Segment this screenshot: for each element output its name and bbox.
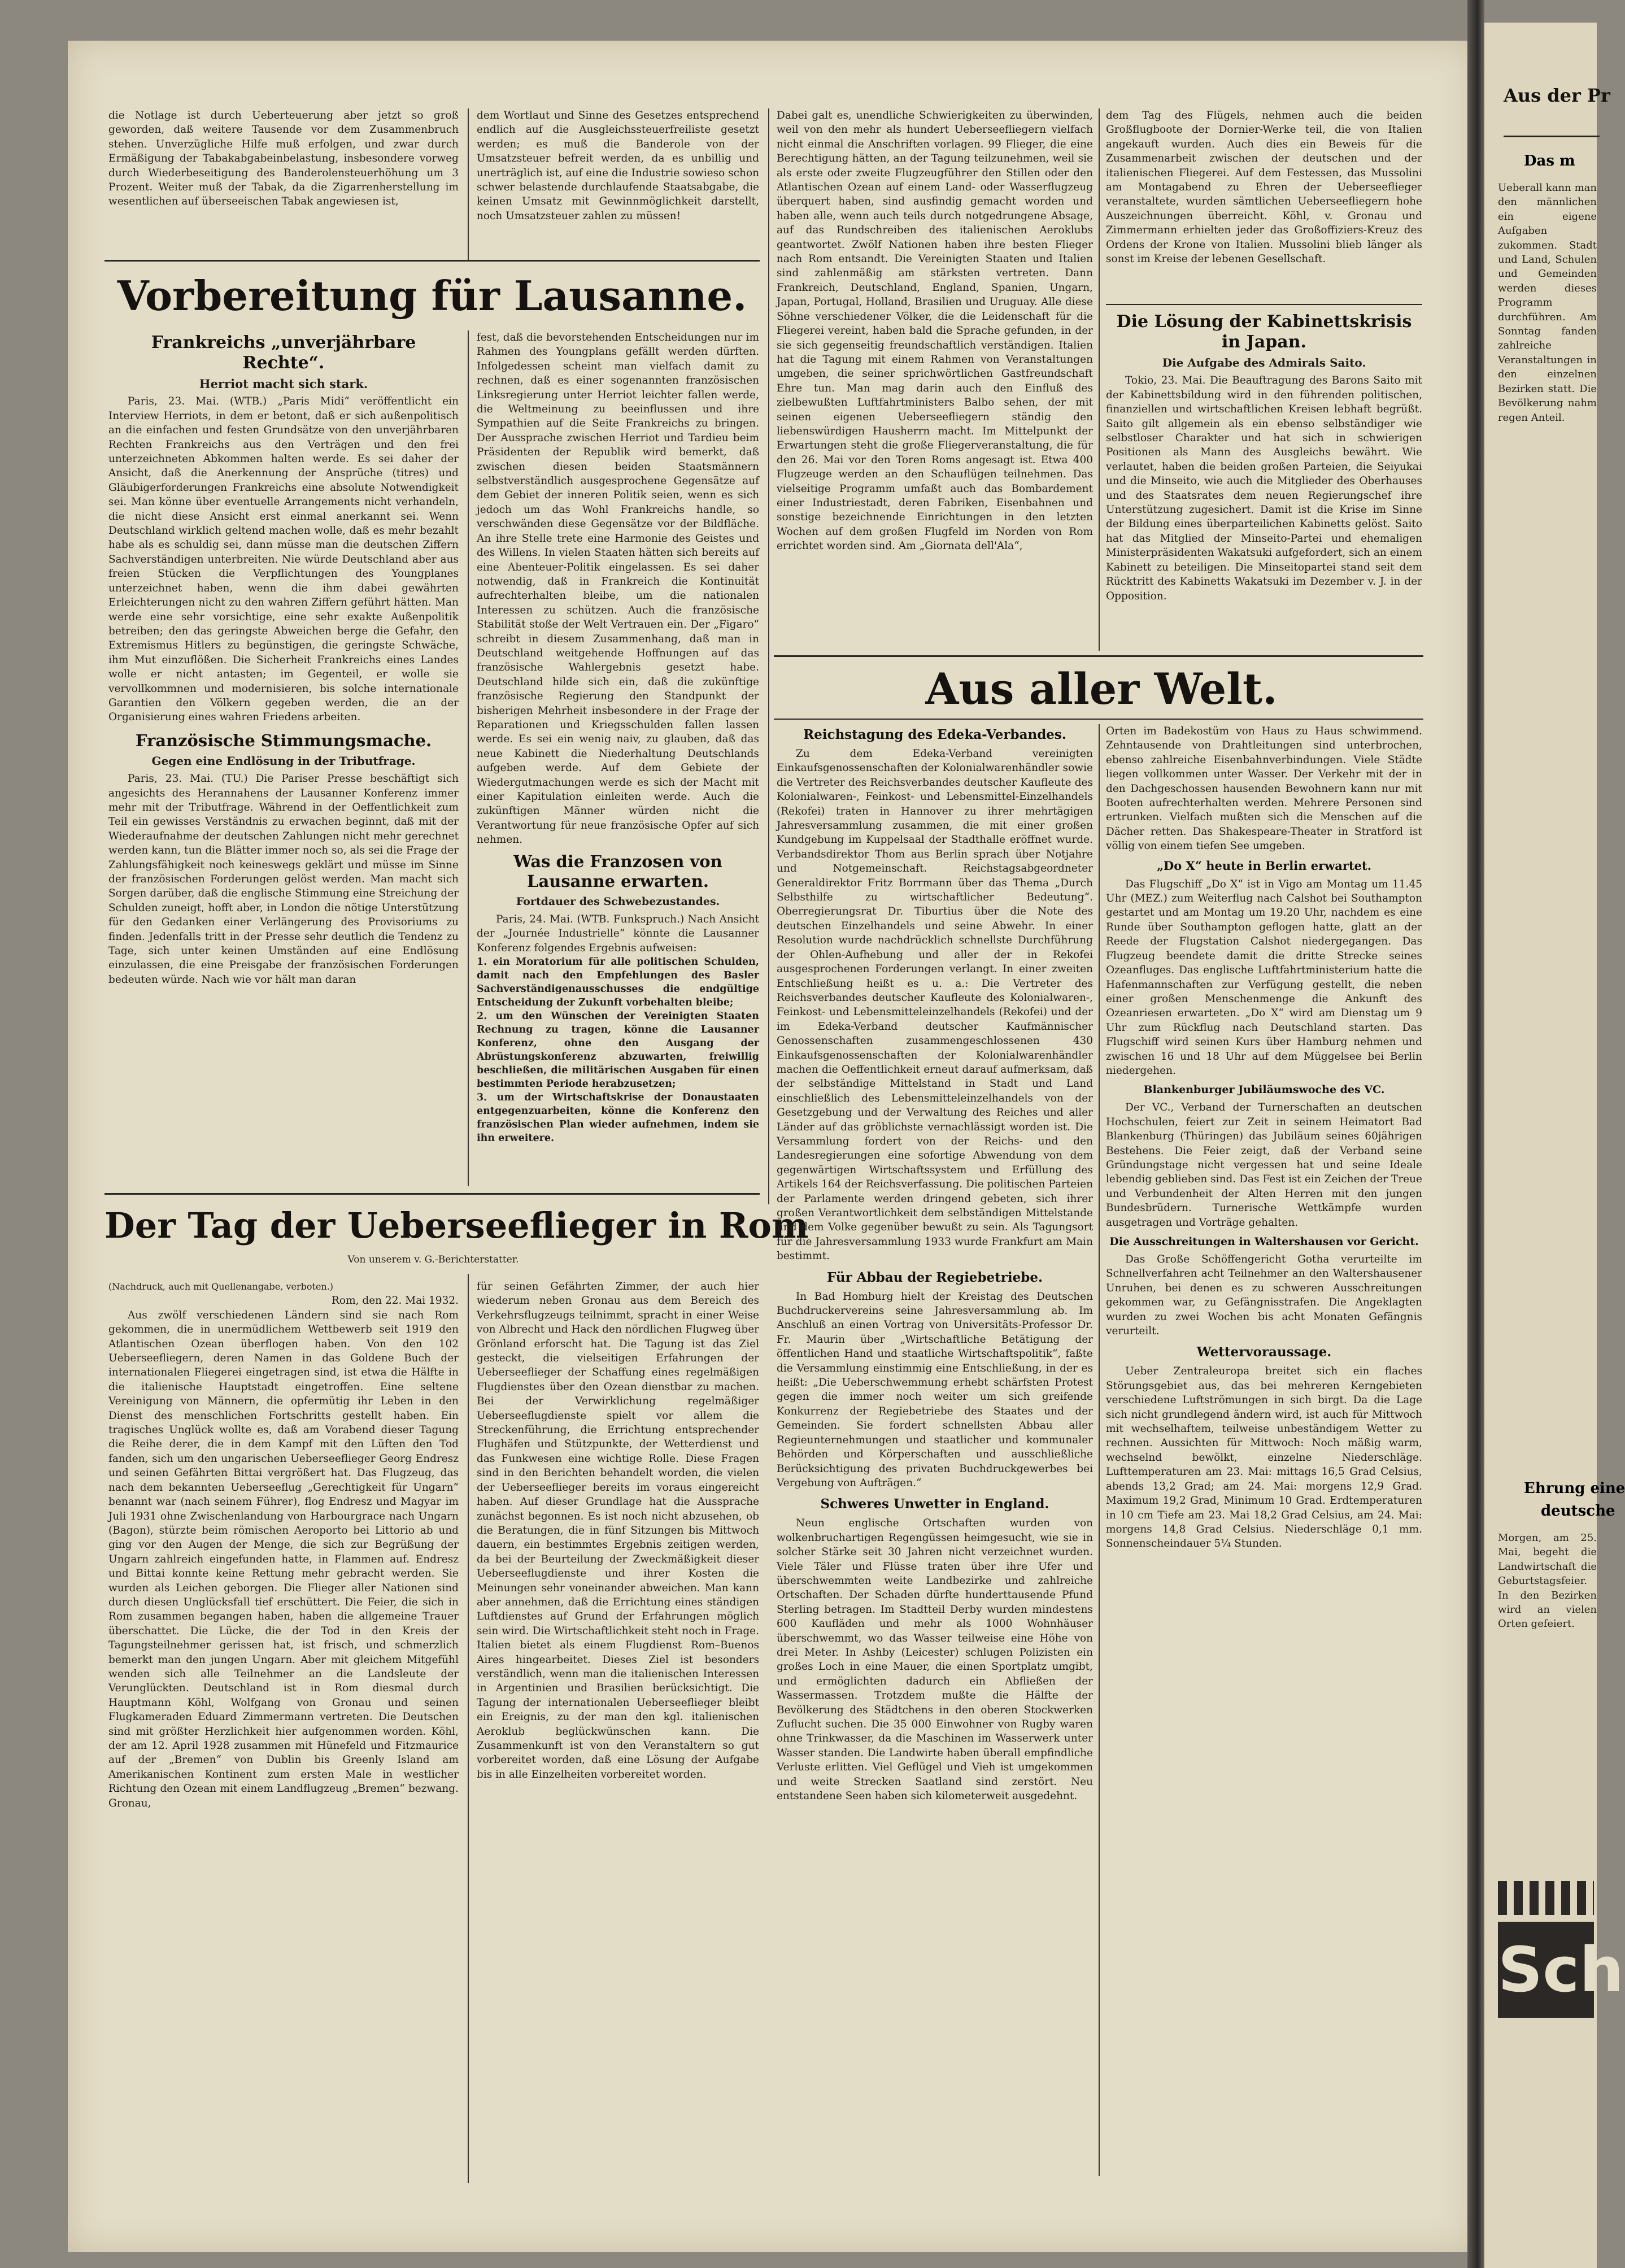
section-rule [774, 655, 1423, 657]
subheadline: Wettervoraussage. [1196, 1344, 1332, 1360]
subheadline: Reichstagung des Edeka-Verbandes. [803, 727, 1066, 742]
page-gutter [1467, 0, 1484, 2268]
subheadline: „Do X“ heute in Berlin erwartet. [1156, 858, 1372, 873]
column-rule [468, 1274, 469, 2183]
section-rule [104, 260, 760, 262]
article-text: Paris, 23. Mai. (TU.) Die Pariser Presse beschäftigt sich angesichts des Herannahens der Lausanner Konferenz immer mehr mit der Tributfrage. Während in der Oeffentlichkeit zum Teil ein gewisses Verständnis zu erwachen beginnt, daß mit der Wiederaufnahme der deutschen Zahlungen nicht mehr gerechnet werden kann, tun die Blätter immer noch so, als sei die Frage der Zahlungsfähigkeit noch keineswegs geklärt und müsse im Sinne der französischen Forderungen gelöst werden. Man macht sich Sorgen darüber, daß die englische Stimmung eine Streichung der Schulden zuneigt, hofft aber, in London die nötige Unterstützung für den Gedanken einer Verlängerung des Provisoriums zu finden. Jedenfalls tritt in der Presse sehr deutlich die Tendenz zu Tage, sich unter keinen Umständen auf eine Endlösung einzulassen, die eine Preisgabe der französischen Forderungen bedeuten würde. Nach wie vor hält man daran [108, 773, 459, 986]
headline-aus-aller-welt: Aus aller Welt. [925, 664, 1278, 714]
next-page-text: Morgen, am 25. Mai, begeht die Landwirtschaft die Geburtstagsfeier. In den Bezirken wird an vielen Orten gefeiert. [1498, 1532, 1597, 1630]
flieger-column-a [108, 1279, 459, 2183]
subheadline: Die Lösung der Kabinettskrisis in Japan. [1116, 312, 1412, 352]
column-rule [1099, 108, 1100, 651]
list-item: 3. um der Wirtschaftskrise der Donaustaaten entgegenzuarbeiten, könne die Konferenz den französischen Plan wieder aufnehmen, indem sie ihn erweitere. [477, 1092, 759, 1144]
headline-lausanne: Vorbereitung für Lausanne. [117, 272, 747, 320]
article-text: Paris, 24. Mai. (WTB. Funkspruch.) Nach Ansicht der „Journée Industrielle“ könnte die Lausanner Konferenz folgendes Ergebnis aufweisen: [477, 913, 759, 954]
lausanne-column-b [477, 330, 759, 1186]
subheadline-dek: Herriot macht sich stark. [199, 377, 368, 391]
flieger-continuation-col-d [1106, 108, 1422, 306]
section-rule [1106, 304, 1422, 305]
article-continuation-col-b: dem Wortlaut und Sinne des Gesetzes entsprechend endlich auf die Ausgleichssteuerfreiliste gesetzt werden; es muß die Banderole von der Umsatzsteuer befreit werden, da es unbillig und unerträglich ist, auf eine die Industrie sowieso schon schwer belastende durchlaufende Staatsabgabe, die keinen Umsatz mit Gewinnmöglichkeit darstellt, noch Umsatzsteuer zahlen zu müssen! [477, 110, 759, 222]
japan-article [1106, 310, 1422, 648]
flieger-continuation-col-c [777, 108, 1093, 651]
section-rule [774, 719, 1423, 720]
subheadline: Frankreichs „unverjährbare Rechte“. [151, 333, 416, 373]
advertisement-block: Sch [1498, 1922, 1594, 2018]
article-text: In Bad Homburg hielt der Kreistag des Deutschen Buchdruckervereins seine Jahresversammlung ab. Im Anschluß an einen Vortrag von Universitäts-Professor Dr. Fr. Maurin über „Wirtschaftliche Betätigung der öffentlichen Hand und staatliche Wirtschaftspolitik“, faßte die Versammlung einstimmig eine Entschließung, in der es heißt: „Die Ueberschwemmung erhebt schärfsten Protest gegen die immer noch weiter um sich greifende Konkurrenz der Regiebetriebe des Staates und der Gemeinden. Sie fordert schnellsten Abbau aller Regieunternehmungen und staatlicher und kommunaler Behörden und Körperschaften und ausschließliche Berücksichtigung des privaten Buchdruckgewerbes bei Vergebung von Aufträgen.“ [777, 1290, 1093, 1489]
article-text: Der VC., Verband der Turnerschaften an deutschen Hochschulen, feiert zur Zeit in seinem Heimatort Bad Blankenburg (Thüringen) das Jubiläum seines 60jährigen Bestehens. Die Feier zeigt, daß der Verband seine Gründungstage nicht vergessen hat und seine Ideale lebendig geblieben sind. Das Fest ist ein Zeichen der Treue und Verbundenheit der Alten Herren mit den jungen Bundesbrüdern. Turnerische Wettkämpfe wurden ausgetragen und Vorträge gehalten. [1106, 1102, 1422, 1229]
subheadline: Für Abbau der Regiebetriebe. [826, 1269, 1043, 1285]
byline: Von unserem v. G.-Berichterstatter. [347, 1254, 519, 1265]
column-rule [1099, 724, 1100, 2176]
subheadline-dek: Gegen eine Endlösung in der Tributfrage. [151, 754, 416, 768]
headline-flieger: Der Tag der Ueberseeflieger in Rom [104, 1205, 809, 1246]
article-text: für seinen Gefährten Zimmer, der auch hier wiederum neben Gronau aus dem Bereich des Verkehrsflugzeugs teilnimmt, spracht in einer Weise von Albrecht und Hack den nördlichen Flugweg über Grönland erforscht hat. Die Tagung ist das Ziel gesteckt, die vielseitigen Erfahrungen der Ueberseeflieger der Schaffung eines regelmäßigen Flugdienstes über den Ozean dienstbar zu machen. Bei der Verwirklichung regelmäßiger Ueberseeflugdienste spielt vor allem die Streckenführung, die Errichtung entsprechender Flughäfen und Stützpunkte, der Wetterdienst und das Funkwesen eine wichtige Rolle. Diese Fragen sind in den Berichten behandelt worden, die vielen der Ueberseeflieger bereits im voraus eingereicht haben. Auf dieser Grundlage hat die Aussprache zunächst begonnen. Es ist noch nicht abzusehen, ob die Beratungen, die in fünf Sitzungen bis Mittwoch dauern, ein bestimmtes Ergebnis zeitigen werden, da bei der Beurteilung der Zweckmäßigkeit dieser Ueberseeflugdienste und ihrer Kosten die Meinungen sehr voneinander abweichen. Man kann aber annehmen, daß die Errichtung eines ständigen Luftdienstes auf Grund der Erfahrungen möglich sein wird. Die Wirtschaftlichkeit steht noch in Frage. Italien bietet als einem Flugdienst Rom–Buenos Aires hingearbeitet. Dieses Ziel ist besonders verständlich, wenn man die italienischen Interessen in Argentinien und Brasilien berücksichtigt. Die Tagung der internationalen Ueberseeflieger bleibt ein Ereignis, zu der man den kgl. italienischen Aeroklub beglückwünschen kann. Die Zusammenkunft ist von den Veranstaltern so gut vorbereitet worden, daß eine Lösung der Aufgabe bis in alle Einzelheiten vorbereitet worden. [477, 1281, 759, 1781]
next-page-subheadline: deutsche [1541, 1503, 1615, 1520]
column-rule [468, 108, 469, 261]
subheadline: Die Ausschreitungen in Waltershausen vor Gericht. [1109, 1235, 1419, 1248]
advertisement-stripe [1498, 1881, 1594, 1915]
next-page-headline: Aus der Pr [1504, 85, 1610, 106]
article-text: Paris, 23. Mai. (WTB.) „Paris Midi“ veröffentlicht ein Interview Herriots, in dem er betont, daß er sich außenpolitisch an die einfachen und festen Grundsätze von den unverjährbaren Rechten Frankreichs aus den Verträgen und den frei unterzeichneten Abkommen halten werde. Es sei daher der Ansicht, daß die Anerkennung der Ansprüche (titres) und Gläubigerforderungen Frankreichs eine absolute Notwendigkeit sei. Man könne über eventuelle Arrangements nicht verhandeln, die nicht diese Ansicht erst einmal anerkannt sei. Wenn Deutschland wirklich geltend machen wolle, daß es mehr bezahlt habe als es schuldig sei, dann müsse man die deutschen Ziffern Sachverständigen unterbreiten. Nie würde Deutschland aber aus freien Stücken die Verpflichtungen des Youngplanes unterzeichnet haben, wenn die ihm dabei gewährten Erleichterungen nicht zu den wahren Ziffern geführt hätten. Man werde eine sehr vorsichtige, eine sehr exakte Außenpolitik betreiben; den das geringste Abweichen berge die Gefahr, den Extremismus Hitlers zu begünstigen, die geringste Schwäche, ihm Mut einzuflößen. Die Sicherheit Frankreichs eines Landes wolle er nicht antasten; im Gegenteil, er wolle sie vervollkommnen und modernisieren, bis solche internationale Garantien den Völkern gegeben werden, die an der Organisierung eines wahren Friedens arbeiten. [108, 395, 459, 724]
column-rule [468, 330, 469, 1186]
next-page-subheadline: Das m [1524, 153, 1575, 169]
article-text: Orten im Badekostüm von Haus zu Haus schwimmend. Zehntausende von Drahtleitungen sind unterbrochen, ebenso zahlreiche Eisenbahnverbindungen. Viele Städte liegen vollkommen unter Wasser. Der Verkehr mit der in den Dachgeschossen hausenden Bewohnern kann nur mit Booten aufrechterhalten werden. Mehrere Personen sind ertrunken. Vielfach mußten sich die Menschen auf die Dächer retten. Das Shakespeare-Theater in Stratford ist völlig von einem tiefen See umgeben. [1106, 725, 1422, 852]
lausanne-column-a [108, 330, 459, 1186]
next-page-text: Ueberall kann man den männlichen ein eigene Aufgaben zukommen. Stadt und Land, Schulen und Gemeinden werden dieses Programm durchführen. Am Sonntag fanden zahlreiche Veranstaltungen in den einzelnen Bezirken statt. Die Bevölkerung nahm regen Anteil. [1498, 182, 1597, 424]
article-text: Tokio, 23. Mai. Die Beauftragung des Barons Saito mit der Kabinettsbildung wird in den führenden politischen, finanziellen und wirtschaftlichen Kreisen lebhaft begrüßt. Saito gilt allgemein als ein ebenso selbständiger wie selbstloser Charakter und hat sich in schwierigen Positionen als Mann des Ausgleichs bewährt. Wie verlautet, haben die beiden großen Parteien, die Seiyukai und die Minseito, wie auch die Mitglieder des Oberhauses und des Staatsrates dem neuen Regierungschef ihre Unterstützung zugesichert. Damit ist die Krise im Sinne der Bildung eines überparteilichen Kabinetts gelöst. Saito hat das Mitglied der Minseito-Partei und ehemaligen Ministerpräsidenten Wakatsuki aufgefordert, sich an einem Kabinett zu beteiligen. Die Minseitopartei stand seit dem Rücktritt des Kabinetts Wakatsuki im Dezember v. J. in der Opposition. [1106, 375, 1422, 602]
aus-aller-welt-column-c [777, 724, 1093, 2170]
article-text: Zu dem Edeka-Verband vereinigten Einkaufsgenossenschaften der Kolonialwarenhändler sowie die Vertreter des Reichsverbandes deutscher Kaufleute des Kolonialwaren-, Feinkost- und Lebensmittel-Einzelhandels (Rekofei) traten in Hannover zu ihrer mehrtägigen Jahresversammlung zusammen, die mit einer großen Kundgebung im Kuppelsaal der Stadthalle eröffnet wurde. Verbandsdirektor Thom aus Berlin sprach über Notjahre und Notgemeinschaft. Reichstagsabgeordneter Generaldirektor Fritz Borrmann über das Thema „Durch Selbsthilfe zu wirtschaftlicher Bedeutung“. Oberregierungsrat Dr. Tiburtius über die Note des deutschen Einzelhandels und seine Abwehr. In einer Resolution wurde nachdrücklich schnellste Durchführung der Ohlen-Aufhebung und aller der in Rekofei ausgesprochenen Forderungen verlangt. In einer zweiten Entschließung heißt es u. a.: Die Vertreter des Reichsverbandes deutscher Kaufleute des Kolonialwaren-, Feinkost- und Lebensmitteleinzelhandels (Rekofei) und der im Edeka-Verband deutscher Kaufmännischer Genossenschaften zusammengeschlossenen 430 Einkaufsgenossenschaften der Kolonialwarenhändler machen die Oeffentlichkeit erneut darauf aufmerksam, daß der selbständige Mittelstand in Stadt und Land einschließlich des Lebensmitteleinzelhandels von der Gesetzgebung und der Verwaltung des Reiches und aller Länder auf das gröblichste vernachlässigt worden ist. Die Versammlung fordert von der Reichs- und den Landesregierungen eine sofortige Abwendung von dem gegenwärtigen Wirtschaftssystem und Erfüllung des Artikels 164 der Reichsverfassung. Die politischen Parteien der Parlamente werden dringend gebeten, sich ihrer großen Verantwortlichkeit dem selbständigen Mittelstande und dem Volke gegenüber bewußt zu sein. Als Tagungsort für die Jahresversammlung 1933 wurde Frankfurt am Main bestimmt. [777, 748, 1093, 1263]
article-continuation-col-a: die Notlage ist durch Ueberteuerung aber jetzt so groß geworden, daß weitere Tausende vor dem Zusammenbruch stehen. Unverzügliche Hilfe muß erfolgen, und zwar durch Ermäßigung der Tabakabgabeinbelastung, insbesondere vorweg durch Wiederbeseitigung des Banderolensteuerhöhung um 3 Prozent. Weiter muß der Tabak, da die Zigarrenherstellung im wesentlichen auf überseeischen Tabak angewiesen ist, [108, 110, 459, 208]
article-text: Ueber Zentraleuropa breitet sich ein flaches Störungsgebiet aus, das bei mehreren Kerngebieten verschiedene Luftströmungen in sich birgt. Da die Lage sich nicht grundlegend ändern wird, ist auch für Mittwoch mit wechselhaftem, teilweise unbeständigem Wetter zu rechnen. Aussichten für Mittwoch: Noch mäßig warm, wechselnd bewölkt, einzelne Niederschläge. Lufttemperaturen am 23. Mai: mittags 16,5 Grad Celsius, abends 13,2 Grad; am 24. Mai: morgens 12,9 Grad. Maximum 19,2 Grad, Minimum 10 Grad. Erdtemperaturen in 10 cm Tiefe am 23. Mai 18,2 Grad Celsius, am 24. Mai: morgens 14,8 Grad Celsius. Niederschläge 0,1 mm. Sonnenscheindauer 5¼ Stunden. [1106, 1365, 1422, 1550]
article-text: dem Tag des Flügels, nehmen auch die beiden Großflugboote der Dornier-Werke teil, die von Italien angekauft wurden. Auch dies ein Beweis für die Zusammenarbeit zwischen der deutschen und der italienischen Fliegerei. Auf dem Festessen, das Mussolini am Montagabend zu Ehren der Ueberseeflieger veranstaltete, wurden sämtlichen Ueberseefliegern hohe Auszeichnungen überreicht. Köhl, v. Gronau und Zimmermann erhielten jeder das Großoffiziers-Kreuz des Ordens der Krone von Italien. Mussolini blieb länger als sonst im Kreise der lebenen Gesellschaft. [1106, 110, 1422, 265]
subheadline: Was die Franzosen von Lausanne erwarten. [513, 851, 722, 891]
list-item: 1. ein Moratorium für alle politischen Schulden, damit nach den Empfehlungen des Basler Sachverständigenausschusses die endgültige Entscheidung der Zukunft vorbehalten bleibe; [477, 956, 759, 1009]
flieger-column-b [477, 1279, 759, 2183]
article-text: Das Große Schöffengericht Gotha verurteilte im Schnellverfahren acht Teilnehmer an den Waltershausener Unruhen, bei denen es zu schweren Ausschreitungen gekommen war, zu Gefängnisstrafen. Die Angeklagten wurden zu zwei Wochen bis acht Monaten Gefängnis verurteilt. [1106, 1253, 1422, 1338]
subheadline-dek: Fortdauer des Schwebezustandes. [516, 895, 720, 908]
column-rule [768, 108, 769, 1204]
subheadline: Blankenburger Jubiläumswoche des VC. [1143, 1083, 1385, 1096]
dateline: Rom, den 22. Mai 1932. [332, 1295, 459, 1307]
aus-aller-welt-column-d [1106, 724, 1422, 2176]
subheadline: Französische Stimmungsmache. [135, 730, 432, 750]
article-text: Neun englische Ortschaften wurden von wolkenbruchartigen Regengüssen heimgesucht, wie sie in solcher Stärke seit 30 Jahren nicht verzeichnet wurden. Viele Täler und Flüsse traten über ihre Ufer und überschwemmten weite Landbezirke und zahlreiche Ortschaften. Der Schaden dürfte hunderttausende Pfund Sterling betragen. Im Stadtteil Derby wurden mindestens 600 Kaufläden und mehr als 1000 Wohnhäuser überschwemmt, wo das Wasser teilweise eine Höhe von drei Meter. In Ashby (Leicester) schlugen Polizisten ein großes Loch in eine Mauer, die einen Sportplatz umgibt, und ermöglichten dadurch ein Abfließen der Wassermassen. Trotzdem mußte die Hälfte der Bevölkerung des Städtchens in den oberen Stockwerken Zuflucht suchen. Die 35 000 Einwohner von Rugby waren ohne Trinkwasser, da die Maschinen im Wasserwerk unter Wasser standen. Die Landwirte haben überall empfindliche Verluste erlitten. Viel Geflügel und Vieh ist umgekommen und weite Strecken Saatland sind zerstört. Neu entstandene Seen haben sich kilometerweit ausgedehnt. [777, 1517, 1093, 1803]
article-text: Aus zwölf verschiedenen Ländern sind sie nach Rom gekommen, die in unermüdlichem Wettbewerb seit 1919 den Atlantischen Ozean überflogen haben. Von den 102 Ueberseefliegern, deren Namen in das Goldene Buch der internationalen Fliegerei eingetragen sind, ist etwa die Hälfte in die italienische Hauptstadt eingetroffen. Eine seltene Vereinigung von Männern, die opfermütig ihr Leben in den Dienst des menschlichen Fortschritts gestellt haben. Ein tragisches Unglück wollte es, daß am Vorabend dieser Tagung die Reihe derer, die in dem Kampf mit den Lüften den Tod fanden, sich um den ungarischen Ueberseeflieger Georg Endresz und seinen Gefährten Bittai vergrößert hat. Das Flugzeug, das nach dem bekannten Ueberseeflug „Gerechtigkeit für Ungarn“ benannt war (nach seinem Führer), flog Endresz und Magyar im Juli 1931 ohne Zwischenlandung von Harbourgrace nach Ungarn (Bagon), stürzte beim römischen Aeroporto bei Littorio ab und ging vor den Augen der Menge, die sich zur Begrüßung der Ungarn zahlreich eingefunden hatte, in Flammen auf. Endresz und Bittai konnte keine Rettung mehr gebracht werden. Sie wurden als Leichen geborgen. Die Flieger aller Nationen sind durch diesen Unglücksfall tief erschüttert. Die Feier, die sich in Rom zusammen begangen haben, haben die allgemeine Trauer überschattet. Die Lücke, die der Tod in den Kreis der Tagungsteilnehmer gerissen hat, ist frisch, und schmerzlich bemerkt man den jungen Ungarn. Aber mit gleichem Mitgefühl wenden sich alle Teilnehmer an die Landsleute der Verunglückten. Deutschland ist in Rom diesmal durch Hauptmann Köhl, Wolfgang von Gronau und seinen Flugkameraden Eduard Zimmermann vertreten. Die Deutschen sind mit größter Herzlichkeit hier aufgenommen worden. Köhl, der am 12. April 1928 zusammen mit Hünefeld und Fitzmaurice auf der „Bremen“ von Dublin bis Greenly Island am Amerikanischen Kontinent zum ersten Male in westlicher Richtung den Ozean mit einem Landflugzeug „Bremen“ bezwang. Gronau, [108, 1309, 459, 1809]
article-text: Dabei galt es, unendliche Schwierigkeiten zu überwinden, weil von den mehr als hundert Ueberseefliegern vielfach nicht einmal die Anschriften vorlagen. 99 Flieger, die eine Berechtigung hätten, an der Tagung teilzunehmen, weil sie als erste oder zweite Flugzeugführer den Stillen oder den Atlantischen Ozean auf einem Land- oder Wasserflugzeug überquert haben, sind ausfindig gemacht worden und haben alle, wenn auch teils durch notgedrungene Absage, auf das Rundschreiben des italienischen Aeroklubs geantwortet. Zwölf Nationen haben ihre besten Flieger nach Rom entsandt. Die Vereinigten Staaten und Italien sind zahlenmäßig am stärksten vertreten. Dann Frankreich, Deutschland, England, Spanien, Ungarn, Japan, Portugal, Holland, Brasilien und Uruguay. Alle diese Söhne verschiedener Völker, die die Leidenschaft für die Fliegerei vereint, haben bald die Sprache gefunden, in der sie sich gegenseitig freundschaftlich verständigen. Italien hat die Tagung mit einem Rahmen von Veranstaltungen umgeben, die seiner sprichwörtlichen Gastfreundschaft Ehre tun. Man mag darin auch den Einfluß des zielbewußten Luftfahrtministers Balbo sehen, der mit seinen eigenen Ueberseefliegern ständig den liebenswürdigen Hausherrn macht. Im Mittelpunkt der Erwartungen steht die große Fliegerveranstaltung, die für den 26. Mai vor den Toren Roms angesagt ist. Etwa 400 Flugzeuge werden an den Schauflügen teilnehmen. Das vielseitige Programm umfaßt auch das Bombardement einer Industriestadt, deren Fabriken, Eisenbahnen und sonstige bezeichnende Einrichtungen in den letzten Wochen auf dem großen Flugfeld im Norden von Rom errichtet worden sind. Am „Giornata dell'Ala“, [777, 110, 1093, 552]
section-rule [1504, 136, 1600, 137]
subheadline-dek: Die Aufgabe des Admirals Saito. [1162, 356, 1366, 369]
subheadline: Schweres Unwetter in England. [820, 1496, 1049, 1512]
list-item: 2. um den Wünschen der Vereinigten Staaten Rechnung zu tragen, könne die Lausanner Konferenz, ohne den Ausgang der Abrüstungskonferenz abzuwarten, freiwillig beschließen, die militärischen Ausgaben für einen bestimmten Periode herabzusetzen; [477, 1011, 759, 1090]
article-text: Das Flugschiff „Do X“ ist in Vigo am Montag um 11.45 Uhr (MEZ.) zum Weiterflug nach Calshot bei Southampton gestartet und am Montag um 19.20 Uhr, nachdem es eine Runde über Southampton geflogen hatte, glatt an der Reede der Flugstation Calshot niedergegangen. Das Flugzeug beendete damit die dritte Strecke seines Ozeanfluges. Das englische Luftfahrtministerium hatte die Hafenmannschaften zur Verfügung gestellt, die neben einer großen Menschenmenge die Ankunft des Ozeanriesen erwarteten. „Do X“ wird am Dienstag um 9 Uhr zum Rückflug nach Deutschland starten. Das Flugschiff wird seinen Kurs über Hamburg nehmen und zwischen 16 und 18 Uhr auf dem Müggelsee bei Berlin niedergehen. [1106, 878, 1422, 1077]
reprint-notice: (Nachdruck, auch mit Quellenangabe, verboten.) [108, 1281, 334, 1292]
next-page-subheadline: Ehrung eine [1524, 1480, 1625, 1497]
section-rule [104, 1193, 760, 1195]
article-text: fest, daß die bevorstehenden Entscheidungen nur im Rahmen des Youngplans gefällt werden dürften. Infolgedessen scheint man vielfach damit zu rechnen, daß es einer sogenannten französischen Linksregierung unter Herriot leichter fallen werde, die Weltmeinung zu beeinflussen und ihre Sympathien auf die Seite Frankreichs zu bringen. Der Aussprache zwischen Herriot und Tardieu beim Präsidenten der Republik wird bemerkt, daß zwischen diesen beiden Staatsmännern selbstverständlich ausgesprochene Gegensätze auf dem Gebiet der inneren Politik seien, wenn es sich jedoch um das Wohl Frankreichs handle, so verschwänden diese Gegensätze vor der Bildfläche. An ihre Stelle trete eine Harmonie des Geistes und des Willens. In vielen Staaten hätten sich bereits auf eine Abenteuer-Politik eingelassen. Es sei daher notwendig, daß in Frankreich die Kontinuität aufrechterhalten bleibe, um die nationalen Interessen zu schützen. Auch die französische Stabilität stoße der Welt Vertrauen ein. Der „Figaro“ schreibt in diesem Zusammenhang, daß man in Deutschland weitgehende Hoffnungen auf das französische Wahlergebnis gesetzt habe. Deutschland hilde sich ein, daß die zukünftige französische Regierung den Standpunkt der bisherigen Mehrheit insbesondere in der Frage der Reparationen und Kriegsschulden fallen lassen werde. Es sei ein wenig naiv, zu glauben, daß das neue Kabinett die Niederhaltung Deutschlands aufgeben werde. Auf dem Gebiete der Wiedergutmachungen werde es sich der Macht mit einer Kapitulation einleiten werde. Auch die zukünftigen Männer würden nicht die Verantwortung für neue französische Opfer auf sich nehmen. [477, 332, 759, 846]
